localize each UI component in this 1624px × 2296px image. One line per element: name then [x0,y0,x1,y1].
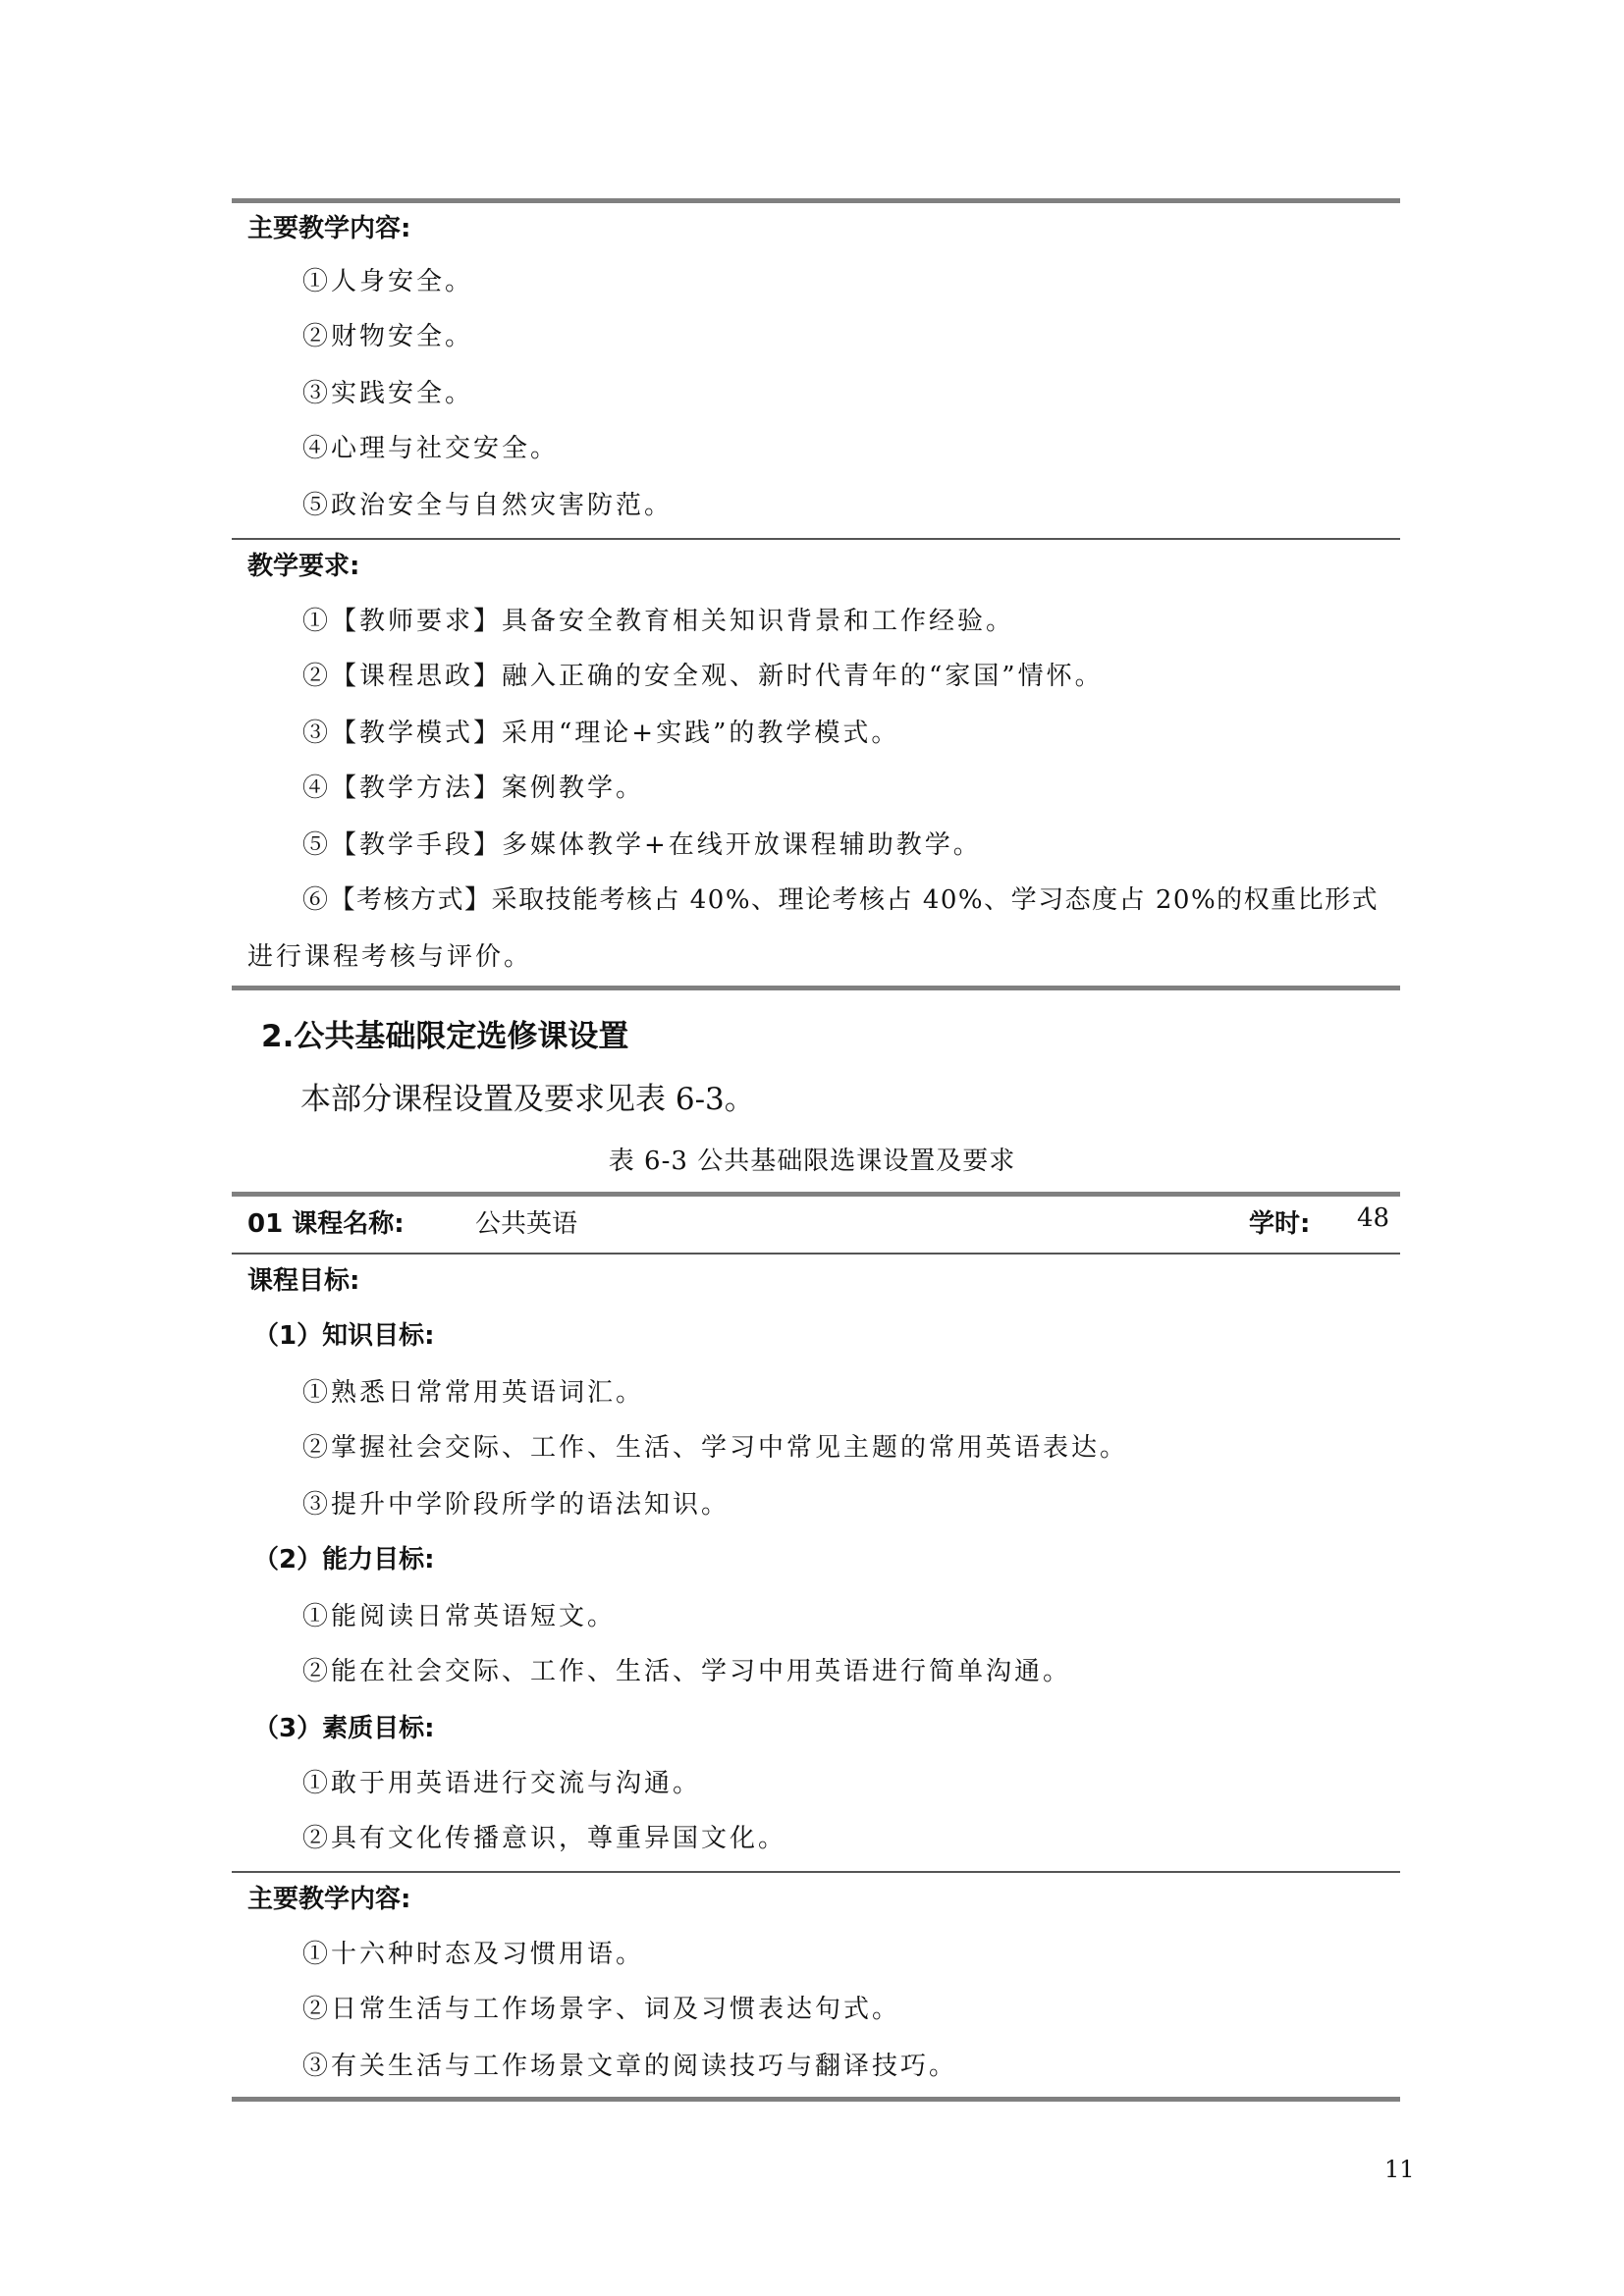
course-name-label: 01 课程名称: [247,1209,405,1239]
course-header-row [247,1203,1390,1240]
teaching-requirements-label: 教学要求: [247,552,360,581]
knowledge-item: ①熟悉日常常用英语词汇。 [302,1378,645,1408]
row-divider [232,1253,1400,1255]
requirement-item: ③【教学模式】采用“理论+实践”的教学模式。 [302,719,900,748]
ability-objectives-label: （2）能力目标: [253,1545,435,1575]
content-item: ④心理与社交安全。 [302,434,560,463]
content-item: ②财物安全。 [302,322,474,351]
content-item: ②日常生活与工作场景字、词及习惯表达句式。 [302,1995,901,2024]
requirement-continuation: 进行课程考核与评价。 [247,942,533,972]
quality-objectives-label: （3）素质目标: [253,1714,435,1743]
knowledge-objectives-label: （1）知识目标: [253,1321,435,1351]
main-content-label: 主要教学内容: [247,1885,411,1914]
content-item: ⑤政治安全与自然灾害防范。 [302,491,674,520]
section-heading: 2.公共基础限定选修课设置 [261,1019,629,1054]
table-bottom-border [232,986,1400,990]
ability-item: ①能阅读日常英语短文。 [302,1602,617,1631]
objectives-label: 课程目标: [247,1266,360,1296]
content-item: ③有关生活与工作场景文章的阅读技巧与翻译技巧。 [302,2052,958,2081]
content-item: ③实践安全。 [302,379,474,408]
content-item: ①十六种时态及习惯用语。 [302,1940,645,1969]
ability-item: ②能在社会交际、工作、生活、学习中用英语进行简单沟通。 [302,1657,1072,1686]
page-number: 11 [1384,2156,1415,2183]
requirement-item: ⑥【考核方式】采取技能考核占 40%、理论考核占 40%、学习态度占 20%的权重比形式 [302,885,1380,915]
row-divider [232,538,1400,540]
quality-item: ②具有文化传播意识，尊重异国文化。 [302,1824,787,1853]
knowledge-item: ③提升中学阶段所学的语法知识。 [302,1490,731,1520]
table-top-border [232,198,1400,203]
main-content-label: 主要教学内容: [247,214,411,243]
table-top-border [232,1192,1400,1197]
table-bottom-border [232,2097,1400,2102]
course-name: 公共英语 [475,1209,578,1239]
requirement-item: ⑤【教学手段】多媒体教学+在线开放课程辅助教学。 [302,830,982,860]
hours-label: 学时: [1249,1209,1311,1239]
content-item: ①人身安全。 [302,267,474,296]
table-caption: 表 6-3 公共基础限选课设置及要求 [608,1147,1016,1176]
row-divider [232,1871,1400,1873]
quality-item: ①敢于用英语进行交流与沟通。 [302,1769,702,1798]
requirement-item: ②【课程思政】融入正确的安全观、新时代青年的“家国”情怀。 [302,662,1104,691]
hours-value: 48 [1357,1203,1390,1233]
requirement-item: ④【教学方法】案例教学。 [302,774,645,803]
requirement-item: ①【教师要求】具备安全教育相关知识背景和工作经验。 [302,607,1015,636]
knowledge-item: ②掌握社会交际、工作、生活、学习中常见主题的常用英语表达。 [302,1433,1129,1463]
intro-paragraph: 本部分课程设置及要求见表 6-3。 [300,1082,755,1117]
